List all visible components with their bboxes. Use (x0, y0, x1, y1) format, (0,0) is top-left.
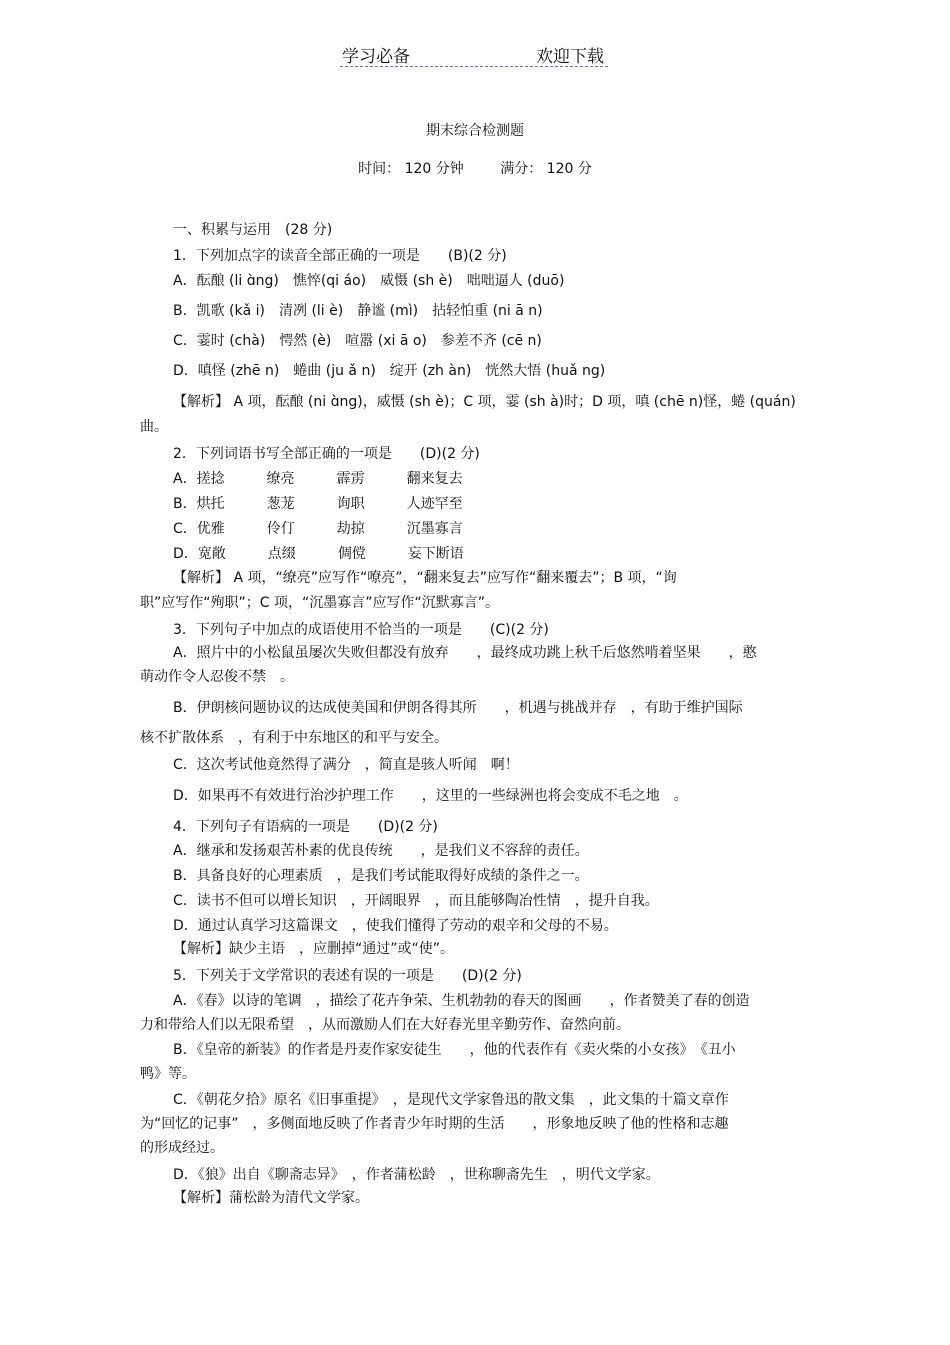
header-left-text: 学习必备 (342, 47, 410, 67)
text-line: C．霎时 (chà) 愕然 (è) 喧嚣 (xi ā o) 参差不齐 (cē n) (173, 333, 542, 349)
text-line: D．宽敞 点缀 倜傥 妄下断语 (173, 546, 464, 562)
text-line: 1．下列加点字的读音全部正确的一项是 (B)(2 分) (173, 248, 507, 264)
text-line: A．搓捻 缭亮 霹雳 翻来复去 (173, 471, 463, 487)
text-line: C．优雅 伶仃 劫掠 沉墨寡言 (173, 521, 463, 537)
text-line: A．酝酿 (li ɑ̀ng) 憔悴(qi áo) 威慑 (sh è) 咄咄逼人 (duō) (173, 273, 565, 289)
text-line: C．这次考试他竟然得了满分 ，简直是骇人听闻 啊！ (173, 757, 519, 773)
text-line: 为“回忆的记事” ，多侧面地反映了作者青少年时期的生活 ，形象地反映了他的性格和志趣 (140, 1116, 729, 1132)
text-line: 4．下列句子有语病的一项是 (D)(2 分) (173, 819, 438, 835)
text-line: A．照片中的小松鼠虽屡次失败但都没有放弃 ，最终成功跳上秋千后悠然啃着坚果 ，憨 (173, 645, 757, 661)
text-line: D．如果再不有效进行治沙护理工作 ，这里的一些绿洲也将会变成不毛之地 。 (173, 788, 688, 804)
text-line: C．读书不但可以增长知识 ，开阔眼界 ，而且能够陶冶性情 ，提升自我。 (173, 893, 659, 909)
exam-meta (0, 158, 950, 178)
text-line: B．伊朗核问题协议的达成使美国和伊朗各得其所 ，机遇与挑战并存 ，有助于维护国际 (173, 700, 743, 716)
text-line: A．《春》以诗的笔调 ，描绘了花卉争荣、生机勃勃的春天的图画 ，作者赞美了春的创造 (173, 993, 750, 1009)
text-line: 核不扩散体系 ，有利于中东地区的和平与安全。 (140, 730, 448, 746)
header-right-text: 欢迎下载 (536, 47, 604, 67)
text-line: 【解析】 A 项，“缭亮”应写作“嘹亮”，“翻来复去”应写作“翻来覆去”；B 项，“询 (173, 570, 677, 586)
text-line: B．烘托 葱茏 询职 人迹罕至 (173, 496, 463, 512)
text-line: B．凯歌 (kǎ i) 清冽 (li è) 静谧 (mì) 拈轻怕重 (ni ā n) (173, 303, 543, 319)
text-line: 职”应写作“殉职”；C 项，“沉墨寡言”应写作“沉默寡言”。 (140, 595, 499, 611)
text-line: 3．下列句子中加点的成语使用不恰当的一项是 (C)(2 分) (173, 622, 549, 638)
text-line: B．《皇帝的新装》的作者是丹麦作家安徒生 ，他的代表作有《卖火柴的小女孩》 《丑小 (173, 1042, 736, 1058)
text-line: 2．下列词语书写全部正确的一项是 (D)(2 分) (173, 446, 480, 462)
text-line: 5．下列关于文学常识的表述有误的一项是 (D)(2 分) (173, 968, 522, 984)
exam-time: 时间： 120 分钟 (358, 161, 464, 177)
page-header (340, 42, 608, 67)
text-line: C．《朝花夕拾》原名《旧事重提》 ，是现代文学家鲁迅的散文集 ，此文集的十篇文章作 (173, 1092, 729, 1108)
exam-score: 满分： 120 分 (500, 161, 592, 177)
text-line: 【解析】 A 项，酝酿 (ni ɑ̀ng)，威慑 (sh è)；C 项，霎 (sh à)时；D 项，嗔 (chē n)怪，蜷 (quán) (173, 394, 796, 410)
text-line: D．通过认真学习这篇课文 ，使我们懂得了劳动的艰辛和父母的不易。 (173, 918, 618, 934)
text-line: D．《狼》出自《聊斋志异》 ，作者蒲松龄 ，世称聊斋先生 ，明代文学家。 (173, 1167, 660, 1183)
text-line: 【解析】缺少主语 ，应删掉“通过”或“使”。 (173, 941, 455, 957)
text-line: 【解析】蒲松龄为清代文学家。 (173, 1190, 369, 1206)
exam-title: 期末综合检测题 (426, 123, 524, 139)
text-line: 萌动作令人忍俊不禁 。 (140, 669, 294, 685)
text-line: A．继承和发扬艰苦朴素的优良传统 ，是我们义不容辞的责任。 (173, 843, 589, 859)
text-line: 鸭》等。 (140, 1066, 196, 1082)
text-line: 的形成经过。 (140, 1140, 224, 1156)
text-line: D．嗔怪 (zhē n) 蜷曲 (ju ǎ n) 绽开 (zh àn) 恍然大悟 (huǎ ng) (173, 363, 606, 379)
text-line: 曲。 (140, 419, 168, 435)
text-line: 力和带给人们以无限希望 ，从而激励人们在大好春光里辛勤劳作、奋然向前。 (140, 1017, 630, 1033)
text-line: 一、积累与运用 (28 分) (173, 222, 333, 238)
text-line: B．具备良好的心理素质 ，是我们考试能取得好成绩的条件之一。 (173, 868, 589, 884)
